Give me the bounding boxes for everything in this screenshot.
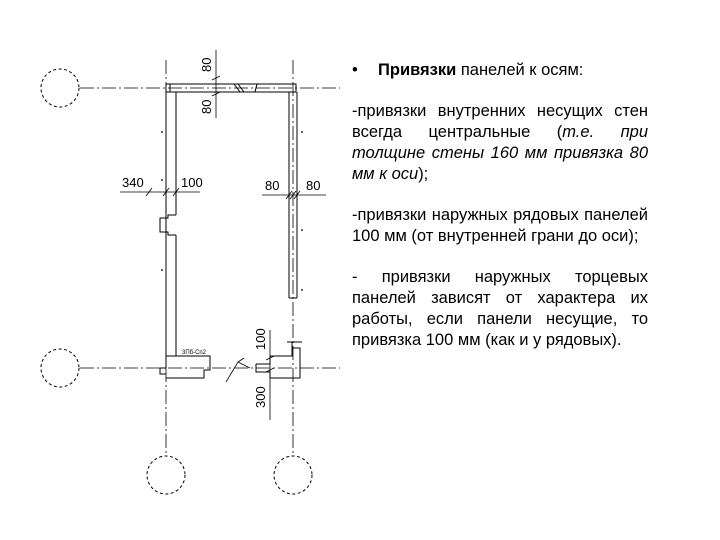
dim-bottom-100: 100 xyxy=(253,328,268,350)
heading xyxy=(352,60,648,81)
dim-top-80-vertical: 80 xyxy=(199,57,214,72)
dim-top-80-lower: 80 xyxy=(199,99,214,114)
p1-part-a: -привязки внутренних несущих стен всегда центральные ( xyxy=(352,102,648,141)
p1-part-b: ); xyxy=(418,165,429,183)
axis-bubble-bottom-left xyxy=(147,456,185,494)
paragraph-outer-row-panels: -привязки наружных рядовых панелей 100 мм (от внутренней грани до оси); xyxy=(352,206,648,245)
paragraph-internal-walls xyxy=(352,101,648,185)
p1-italic: т.е. при толщине стены 160 мм привязка 80 мм к оси xyxy=(352,123,648,183)
dim-right-80-a: 80 xyxy=(265,178,280,193)
panel-mark-label: 3Пб-Сп2 xyxy=(182,350,207,356)
paragraph-end-panels: - привязки наружных торцевых панелей зависят от характера их работы, если панели несущие, то привязка 100 мм (как и у рядовых). xyxy=(352,268,648,349)
axis-bubble-mid-left xyxy=(41,349,79,387)
dim-left-100: 100 xyxy=(181,175,203,190)
heading-bold: Привязки xyxy=(378,61,457,79)
left-wall-joint xyxy=(160,215,176,235)
axis-bubble-top-left xyxy=(41,69,79,107)
axis-bubble-bottom-right xyxy=(274,456,312,494)
heading-rest: панелей к осям: xyxy=(456,61,584,79)
dim-left-340: 340 xyxy=(122,175,144,190)
dim-bottom-300: 300 xyxy=(253,386,268,408)
dim-right-80-b: 80 xyxy=(306,178,321,193)
bullet-icon: • xyxy=(352,61,358,79)
text-block xyxy=(352,60,648,371)
